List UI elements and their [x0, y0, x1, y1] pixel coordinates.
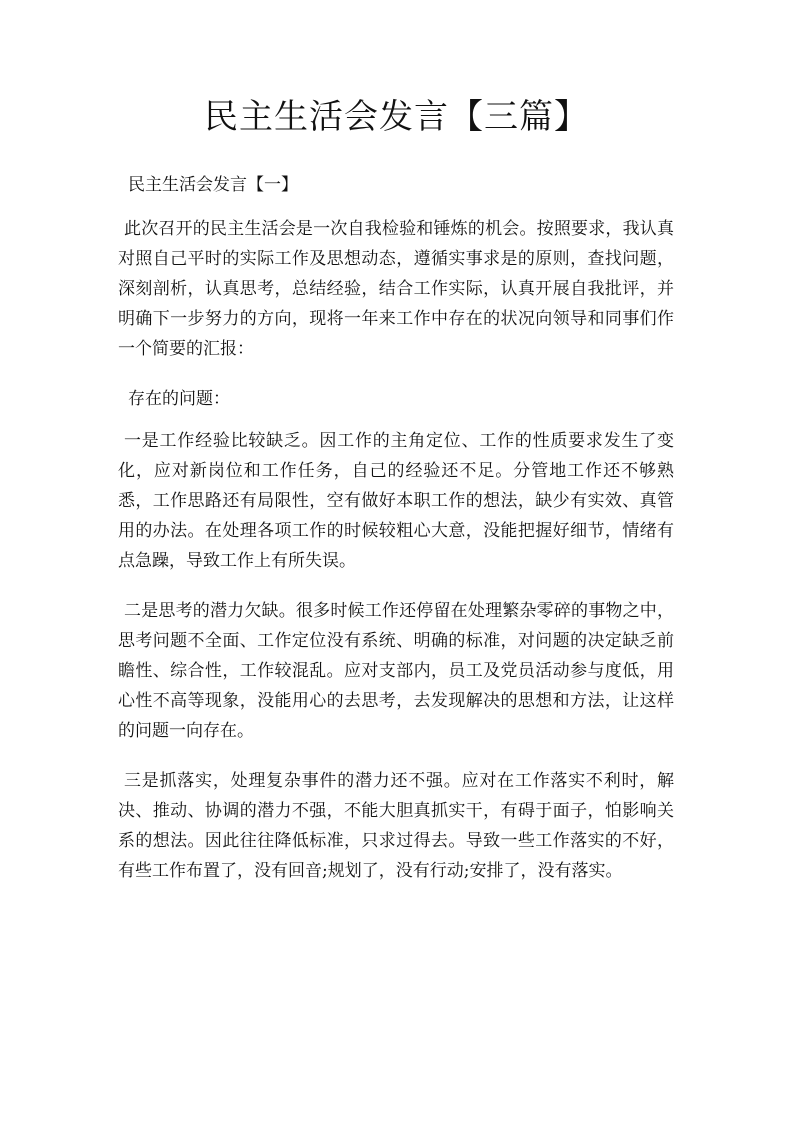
- paragraph-problem-one: 一是工作经验比较缺乏。因工作的主角定位、工作的性质要求发生了变化，应对新岗位和工作任务，自己的经验还不足。分管地工作还不够熟悉，工作思路还有局限性，空有做好本职工作的想法，缺少有实效、真管用的办法。在处理各项工作的时候较粗心大意，没能把握好细节，情绪有点急躁，导致工作上有所失误。: [118, 431, 674, 571]
- section-heading: 民主生活会发言【一】: [128, 175, 298, 195]
- document-body: [118, 170, 674, 906]
- paragraph-problem-two: 二是思考的潜力欠缺。很多时候工作还停留在处理繁杂零碎的事物之中，思考问题不全面、工作定位没有系统、明确的标准，对问题的决定缺乏前瞻性、综合性，工作较混乱。应对支部内，员工及党员活动参与度低，用心性不高等现象，没能用心的去思考，去发现解决的思想和方法，让这样的问题一向存在。: [118, 601, 674, 741]
- paragraph-intro: 此次召开的民主生活会是一次自我检验和锤炼的机会。按照要求，我认真对照自己平时的实际工作及思想动态，遵循实事求是的原则，查找问题，深刻剖析，认真思考，总结经验，结合工作实际，认真开展自我批评，并明确下一步努力的方向，现将一年来工作中存在的状况向领导和同事们作一个简要的汇报：: [118, 219, 674, 359]
- paragraph-problem-three: 三是抓落实，处理复杂事件的潜力还不强。应对在工作落实不利时，解决、推动、协调的潜力不强，不能大胆真抓实干，有碍于面子，怕影响关系的想法。因此往往降低标准，只求过得去。导致一些工作落实的不好，有些工作布置了，没有回音;规划了，没有行动;安排了，没有落实。: [118, 771, 674, 881]
- document-title: 民主生活会发言【三篇】: [204, 97, 589, 137]
- paragraph-problems-label: 存在的问题：: [128, 389, 230, 409]
